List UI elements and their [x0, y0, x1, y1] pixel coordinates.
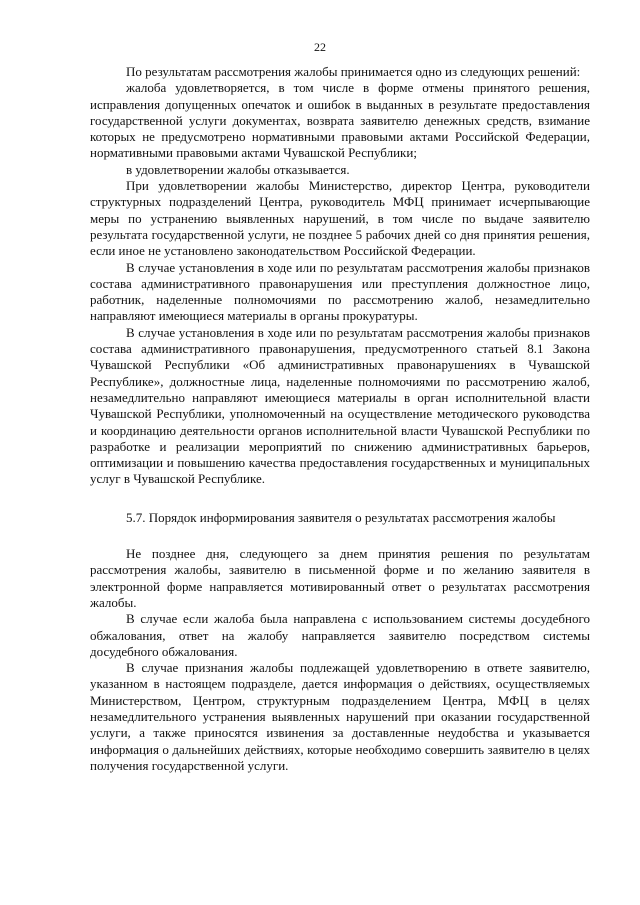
paragraph-complaint-satisfied: жалоба удовлетворяется, в том числе в форме отмены принятого решения, исправления допущенных опечаток и ошибок в выданных в результате предоставления государственной услуги документах, возврата заявителю денежных средств, взимание которых не предусмотрено нормативными правовыми актами Российской Федерации, нормативными правовыми актами Чувашской Республики;	[90, 80, 590, 161]
section-spacer-top	[90, 488, 590, 510]
section-spacer-bottom	[90, 526, 590, 546]
section-title: 5.7. Порядок информирования заявителя о результатах рассмотрения жалобы	[126, 509, 556, 525]
page-content	[90, 64, 590, 774]
paragraph-decision-options: По результатам рассмотрения жалобы принимается одно из следующих решений:	[126, 64, 581, 79]
paragraph-response-deadline: Не позднее дня, следующего за днем принятия решения по результатам рассмотрения жалобы, заявителю в письменной форме и по желанию заявителя в электронной форме направляется мотивированный ответ о результатах рассмотрения жалобы.	[90, 546, 590, 610]
paragraph-pretrial-system-response: В случае если жалоба была направлена с использованием системы досудебного обжалования, ответ на жалобу направляется заявителю посредством системы досудебного обжалования.	[90, 611, 590, 659]
paragraph-remedial-measures: При удовлетворении жалобы Министерство, директор Центра, руководители структурных подразделений Центра, руководитель МФЦ принимает исчерпывающие меры по устранению выявленных нарушений, в том числе по выдаче заявителю результата государственной услуги, не позднее 5 рабочих дней со дня принятия решения, если иное не установлено законодательством Российской Федерации.	[90, 178, 590, 259]
paragraph-administrative-offense-referral: В случае установления в ходе или по результатам рассмотрения жалобы признаков состава административного правонарушения, предусмотренного статьей 8.1 Закона Чувашской Республики «Об административных правонарушениях в Чувашской Республике», должностные лица, наделенные полномочиями по рассмотрению жалоб, незамедлительно направляют имеющиеся материалы в орган исполнительной власти Чувашской Республики, уполномоченный на осуществление методического руководства и координацию деятельности органов исполнительной власти Чувашской Республики по разработке и реализации мероприятий по снижению административных барьеров, оптимизации и повышению качества предоставления государственных и муниципальных услуг в Чувашской Республике.	[90, 324, 590, 487]
paragraph-satisfied-complaint-response: В случае признания жалобы подлежащей удовлетворению в ответе заявителю, указанном в настоящем подразделе, дается информация о действиях, осуществляемых Министерством, Центром, структурным подразделением Центра, МФЦ в целях незамедлительного устранения выявленных нарушений при оказании государственной услуги, а также приносятся извинения за доставленные неудобства и указывается информация о дальнейших действиях, которые необходимо совершить заявителю в целях получения государственной услуги.	[90, 660, 590, 773]
page-number: 22	[314, 40, 326, 54]
paragraph-prosecution-referral: В случае установления в ходе или по результатам рассмотрения жалобы признаков состава административного правонарушения или преступления должностное лицо, работник, наделенные полномочиями по рассмотрению жалоб, незамедлительно направляют имеющиеся материалы в органы прокуратуры.	[90, 259, 590, 324]
paragraph-complaint-refused: в удовлетворении жалобы отказывается.	[126, 161, 350, 177]
